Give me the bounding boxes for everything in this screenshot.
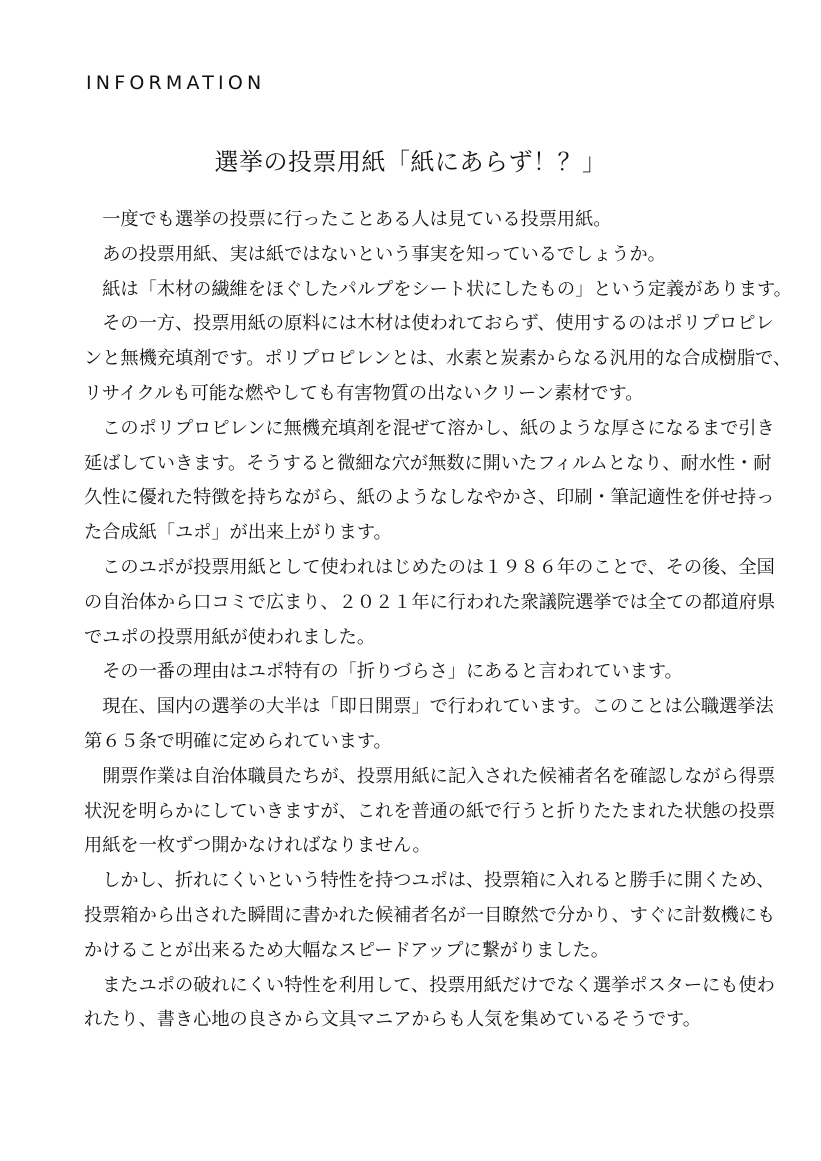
document-title: 選挙の投票用紙「紙にあらず！？」: [214, 148, 607, 176]
text-line: 状況を明らかにしていきますが、これを普通の紙で行うと折りたたまれた状態の投票: [84, 800, 776, 822]
article-body: [84, 203, 792, 1038]
text-line: かけることが出来るため大幅なスピードアップに繋がりました。: [84, 939, 609, 961]
text-line: 投票箱から出された瞬間に書かれた候補者名が一目瞭然で分かり、すぐに計数機にも: [84, 904, 776, 926]
paragraph: [84, 412, 775, 551]
section-header-label: INFORMATION: [86, 72, 266, 94]
text-line: その一方、投票用紙の原料には木材は使われておらず、使用するのはポリプロピレ: [84, 313, 774, 335]
text-line: 開票作業は自治体職員たちが、投票用紙に記入された候補者名を確認しながら得票: [84, 765, 776, 787]
text-line: の自治体から口コミで広まり、２０２１年に行われた衆議院選挙では全ての都道府県: [84, 591, 776, 613]
text-line: た合成紙「ユポ」が出来上がります。: [84, 522, 392, 544]
text-line: 第６５条で明確に定められています。: [84, 730, 392, 752]
text-line: でユポの投票用紙が使われました。: [84, 626, 376, 648]
text-line: このユポが投票用紙として使われはじめたのは１９８６年のことで、その後、全国: [84, 556, 775, 578]
paragraph: [84, 690, 774, 760]
paragraph: [84, 969, 775, 1039]
text-line: その一番の理由はユポ特有の「折りづらさ」にあると言われています。: [84, 661, 683, 683]
paragraph: [84, 760, 776, 864]
text-line: 紙は「木材の繊維をほぐしたパルプをシート状にしたもの」という定義があります。: [84, 278, 792, 300]
text-line: れたり、書き心地の良さから文具マニアからも人気を集めているそうです。: [84, 1009, 701, 1031]
paragraph: [84, 864, 776, 968]
paragraph: [84, 551, 776, 655]
paragraph: [84, 238, 744, 273]
text-line: またユポの破れにくい特性を利用して、投票用紙だけでなく選挙ポスターにも使わ: [84, 974, 775, 996]
paragraph: [84, 655, 744, 690]
text-line: しかし、折れにくいという特性を持つユポは、投票箱に入れると勝手に開くため、: [84, 870, 775, 892]
text-line: 用紙を一枚ずつ開かなければなりません。: [84, 835, 431, 857]
text-line: あの投票用紙、実は紙ではないという事実を知っているでしょうか。: [84, 243, 666, 265]
paragraph: [84, 273, 792, 308]
paragraph: [84, 307, 792, 411]
text-line: このポリプロピレンに無機充填剤を混ぜて溶かし、紙のような厚さになるまで引き: [84, 417, 775, 439]
text-line: ンと無機充填剤です。ポリプロピレンとは、水素と炭素からなる汎用的な合成樹脂で、: [84, 348, 792, 370]
text-line: 一度でも選挙の投票に行ったことある人は見ている投票用紙。: [84, 209, 612, 230]
text-line: 延ばしていきます。そうすると微細な穴が無数に開いたフィルムとなり、耐水性・耐: [84, 452, 772, 474]
text-line: リサイクルも可能な燃やしても有害物質の出ないクリーン素材です。: [84, 382, 644, 404]
text-line: 現在、国内の選挙の大半は「即日開票」で行われています。このことは公職選挙法: [84, 696, 774, 718]
paragraph: [84, 203, 744, 238]
text-line: 久性に優れた特徴を持ちながら、紙のようなしなやかさ、印刷・筆記適性を併せ持っ: [84, 487, 775, 509]
